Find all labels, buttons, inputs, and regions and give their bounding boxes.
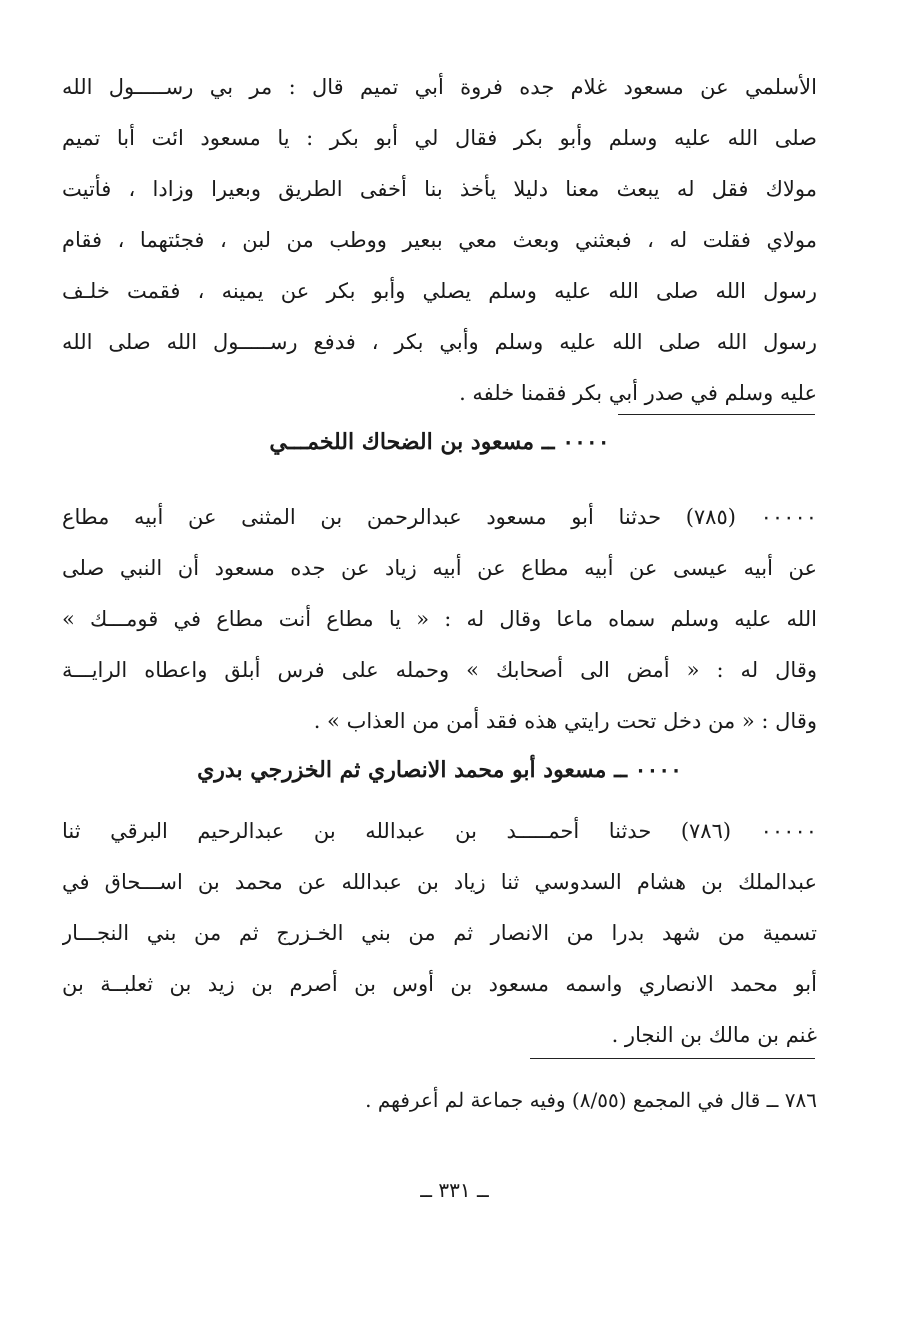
footnote-rule	[530, 1058, 815, 1059]
text-line: ٠٠٠٠٠ (٧٨٥) حدثنا أبو مسعود عبدالرحمن بن المثنى عن أبيه مطاع	[62, 505, 817, 529]
text-line: رسول الله صلى الله عليه وسلم وأبي بكر ، فدفع رســـــول الله صلى الله	[62, 330, 817, 354]
text-line: مولاك فقل له يبعث معنا دليلا يأخذ بنا أخفى الطريق وبعيرا وزادا ، فأتيت	[62, 177, 817, 201]
text-line: وقال له : « أمض الى أصحابك » وحمله على فرس أبلق واعطاه الرايـــة	[62, 658, 817, 682]
text-line: أبو محمد الانصاري واسمه مسعود بن أوس بن أصرم بن زيد بن ثعلبــة بن	[62, 972, 817, 996]
section-rule	[618, 414, 815, 415]
text-line: مولاي فقلت له ، فبعثني وبعث معي ببعير ووطب من لبن ، فجئتهما ، فقام	[62, 228, 817, 252]
text-line: عليه وسلم في صدر أبي بكر فقمنا خلفه .	[459, 381, 817, 405]
text-line: صلى الله عليه وسلم وأبو بكر فقال لي أبو بكر : يا مسعود ائت أبا تميم	[62, 126, 817, 150]
paragraph-continued	[62, 62, 817, 419]
text-line: رسول الله صلى الله عليه وسلم يصلي وأبو بكر عن يمينه ، فقمت خلـف	[62, 279, 817, 303]
text-line: غنم بن مالك بن النجار .	[611, 1023, 817, 1047]
hadith-786-paragraph	[62, 806, 817, 1061]
section-heading-masud-abu-muhammad: ٠٠٠٠ ــ مسعود أبو محمد الانصاري ثم الخزرجي بدري	[197, 757, 682, 783]
text-line: الأسلمي عن مسعود غلام جده فروة أبي تميم قال : مر بي رســـــول الله	[62, 75, 817, 99]
text-line: عبدالملك بن هشام السدوسي ثنا زياد بن عبدالله عن محمد بن اســـحاق في	[62, 870, 817, 894]
text-line: ٠٠٠٠٠ (٧٨٦) حدثنا أحمـــــد بن عبدالله بن عبدالرحيم البرقي ثنا	[62, 819, 817, 843]
text-line: تسمية من شهد بدرا من الانصار ثم من بني الخـزرج ثم من بني النجـــار	[62, 921, 817, 945]
footnote-786: ٧٨٦ ــ قال في المجمع (٨/٥٥) وفيه جماعة لم أعرفهم .	[365, 1088, 817, 1112]
text-line: وقال : « من دخل تحت رايتي هذه فقد أمن من العذاب » .	[313, 709, 817, 733]
hadith-785-paragraph	[62, 492, 817, 747]
text-line: الله عليه وسلم سماه ماعا وقال له : « يا مطاع أنت مطاع في قومـــك »	[62, 607, 817, 631]
text-line: عن أبيه عيسى عن أبيه مطاع عن أبيه زياد عن جده مسعود أن النبي صلى	[62, 556, 817, 580]
section-heading-masud-ibn-al-dahhak: ٠٠٠٠ ــ مسعود بن الضحاك اللخمـــي	[269, 429, 610, 455]
page-number: ــ ٣٣١ ــ	[420, 1178, 489, 1202]
